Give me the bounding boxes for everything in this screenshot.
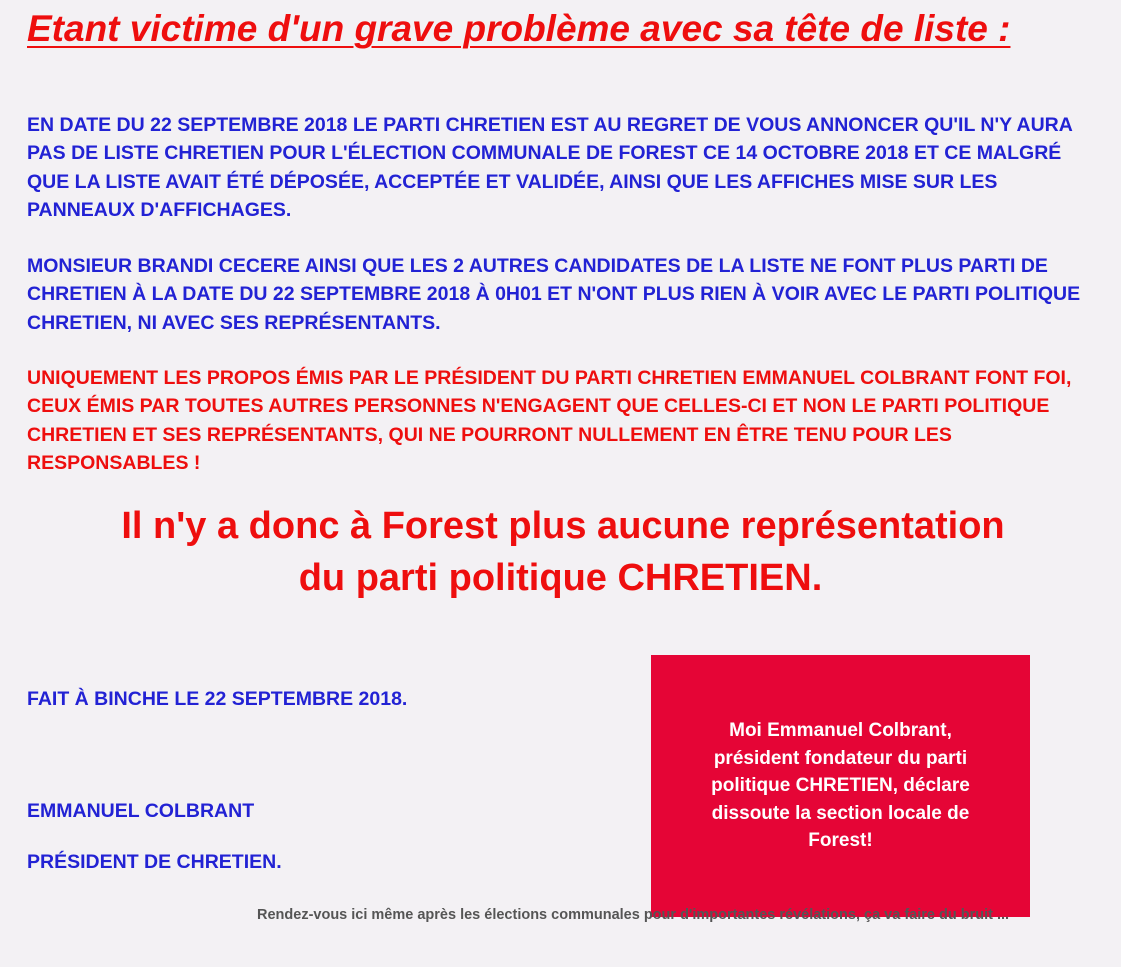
main-statement-line-1: Il n'y a donc à Forest plus aucune représentation (121, 505, 1005, 547)
candidates-paragraph: MONSIEUR BRANDI CECERE AINSI QUE LES 2 AUTRES CANDIDATES DE LA LISTE NE FONT PLUS PARTI DE CHRETIEN À LA DATE DU 22 SEPTEMBRE 2018 À 0H01 ET N'ONT PLUS RIEN À VOIR AVEC LE PARTI POLITIQUE CHRETIEN, NI AVEC SES REPRÉSENTANTS. (27, 255, 1081, 334)
declaration-line: dissoute la section locale de (711, 802, 970, 824)
declaration-line: Moi Emmanuel Colbrant, (729, 720, 952, 741)
declaration-line: politique CHRETIEN, déclare (711, 775, 970, 796)
signoff-place-date: FAIT À BINCHE LE 22 SEPTEMBRE 2018. (27, 688, 408, 710)
page-headline: Etant victime d'un grave problème avec sa tête de liste : (27, 8, 1011, 49)
signoff-title: PRÉSIDENT DE CHRETIEN. (27, 851, 282, 873)
signoff-name: EMMANUEL COLBRANT (27, 800, 255, 822)
declaration-text (651, 717, 1030, 855)
disclaimer-paragraph: UNIQUEMENT LES PROPOS ÉMIS PAR LE PRÉSIDENT DU PARTI CHRETIEN EMMANUEL COLBRANT FONT FOI, CEUX ÉMIS PAR TOUTES AUTRES PERSONNES N'ENGAGENT QUE CELLES-CI ET NON LE PARTI POLITIQUE CHRETIEN ET SES REPRÉSENTANTS, QUI NE POURRONT NULLEMENT EN ÊTRE TENU POUR LES RESPONSABLES ! (27, 367, 1072, 475)
declaration-image (651, 655, 1030, 917)
declaration-line: Forest! (808, 830, 873, 851)
announcement-paragraph: EN DATE DU 22 SEPTEMBRE 2018 LE PARTI CHRETIEN EST AU REGRET DE VOUS ANNONCER QU'IL N'Y AURA PAS DE LISTE CHRETIEN POUR L'ÉLECTION COMMUNALE DE FOREST CE 14 OCTOBRE 2018 ET CE MALGRÉ QUE LA LISTE AVAIT ÉTÉ DÉPOSÉE, ACCEPTÉE ET VALIDÉE, AINSI QUE LES AFFICHES MISE SUR LES PANNEAUX D'AFFICHAGES. (27, 114, 1073, 222)
footer-note: Rendez-vous ici même après les élections communales pour d'importantes révélations, ça va faire du bruit ... (257, 907, 1010, 923)
main-statement (0, 500, 1121, 604)
main-statement-line-2: du parti politique CHRETIEN. (298, 557, 823, 599)
declaration-line: président fondateur du parti (713, 747, 968, 769)
